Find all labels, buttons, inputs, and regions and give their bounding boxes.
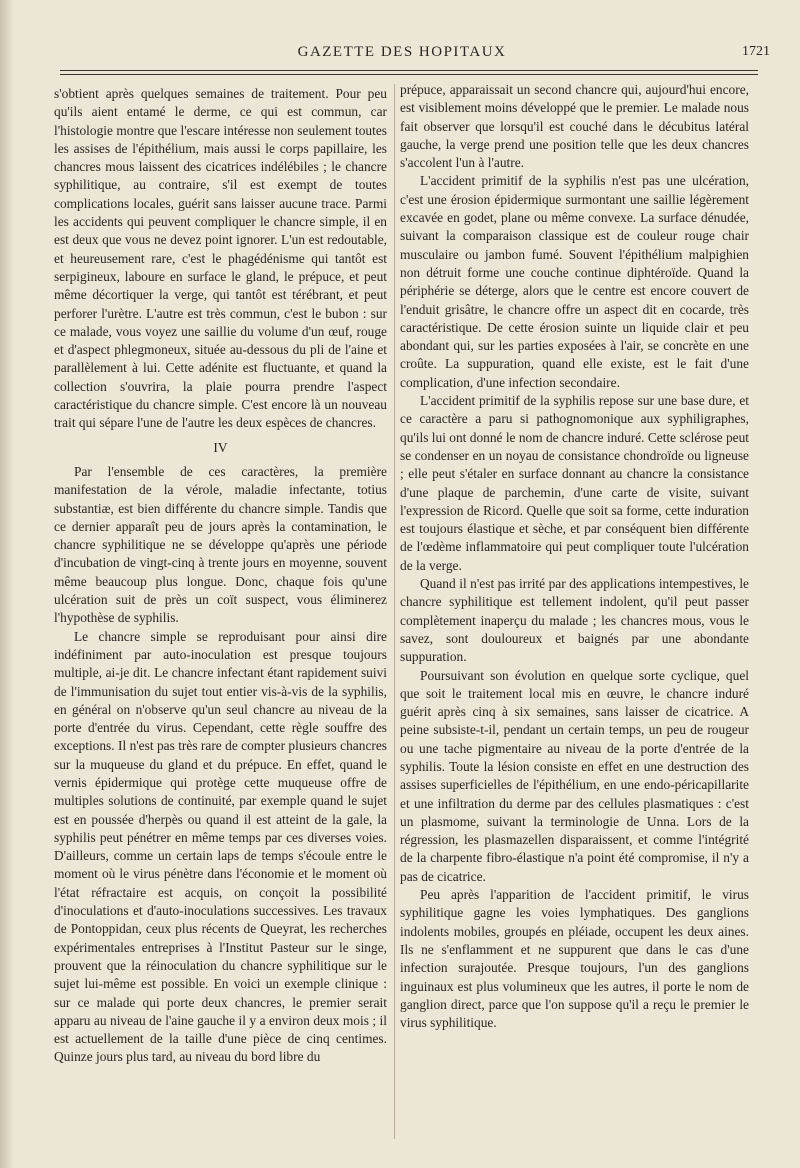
paragraph: Poursuivant son évolution en quelque sorte cyclique, quel que soit le traitement local mis en œuvre, le chancre induré guérit après cinq à six semaines, sans laisser de cicatrice. A peine subsiste-t-il, pendant un certain temps, un peu de rougeur ou une tache pigmentaire au niveau de la porte d'entrée de la syphilis. Toute la lésion consiste en effet en une destruction des assises superficielles de l'épithélium, en une endo-péricapillarite et une infiltration du derme par des cellules plasmatiques : c'est un plasmome, suivant la terminologie de Unna. Lors de la régression, les plasmazellen disparaissent, et comme l'intégrité de la charpente fibro-élastique n'a point été compromise, il n'y a pas de cicatrice.	[400, 667, 749, 884]
paragraph: Par l'ensemble de ces caractères, la première manifestation de la vérole, maladie infectante, totius substantiæ, est bien différente du chancre simple. Tandis que ce dernier apparaît peu de jours après la contamination, le chancre syphilitique ne se développe qu'après une période d'incubation de vingt-cinq à trente jours en moyenne, souvent même beaucoup plus longue. Donc, chaque fois qu'une ulcération suit de près un coït suspect, vous éliminerez l'hypothèse de syphilis.	[54, 463, 387, 626]
paragraph: Peu après l'apparition de l'accident primitif, le virus syphilitique gagne les voies lymphatiques. Des ganglions indolents mobiles, groupés en pléiade, occupent les deux aines. Ils ne s'enflamment et ne suppurent que dans le cas d'une infection surajoutée. Presque toujours, l'un des ganglions inguinaux est plus volumineux que les autres, il porte le nom de ganglion direct, parce que l'on suppose qu'il a reçu le premier le virus syphilitique.	[400, 887, 749, 1031]
header-rule-thick	[60, 70, 758, 71]
page-header	[34, 44, 770, 64]
paragraph: L'accident primitif de la syphilis n'est pas une ulcération, c'est une érosion épidermique surmontant une saillie légèrement excavée en godet, plane ou même convexe. La surface dénudée, suivant la comparaison classique est de couleur rouge chair musculaire ou jambon fumé. Souvent l'épithélium malpighien non détruit forme une couche continue diphtéroïde. Quand la périphérie se déterge, alors que le centre est encore couvert de l'enduit grisâtre, le chancre offre un aspect dit en cocarde, très caractéristique. De cette érosion suinte un liquide clair et peu abondant qui, sur les parties exposées à l'air, se concrète en une croûte. La suppuration, quand elle existe, est le fait d'une complication, d'une infection secondaire.	[400, 173, 749, 390]
paragraph: s'obtient après quelques semaines de traitement. Pour peu qu'ils aient entamé le derme, ce qui est commun, car l'histologie montre que l'escare intéresse non seulement toutes les assises de l'épithélium, mais aussi le corps papillaire, les chancres mous laissent des cicatrices indélébiles ; le chancre syphilitique, au contraire, s'il est exempt de toutes complications locales, guérit sans laisser aucune trace. Parmi les accidents qui peuvent compliquer le chancre simple, il en est deux que vous ne devez point ignorer. L'un est redoutable, et heureusement rare, c'est le phagédénisme qui tantôt est serpigineux, laboure en surface le gland, le prépuce, et peut même décortiquer la verge, qui tantôt est térébrant, et peut perforer l'urètre. L'autre est très commun, c'est le bubon : sur ce malade, vous voyez une saillie du volume d'un œuf, rouge et d'aspect phlegmoneux, située au-dessous du pli de l'aine et parallèlement à lui. Cette adénite est fluctuante, et quand la collection s'ouvrira, la plaie pourra prendre l'aspect caractéristique du chancre simple. C'est encore là un nouveau trait qui sépare l'une de l'autre les deux espèces de chancres.	[54, 86, 387, 431]
column-divider	[394, 84, 395, 1139]
paragraph: prépuce, apparaissait un second chancre qui, aujourd'hui encore, est visiblement moins développé que le premier. Le malade nous fait observer que lorsqu'il est couché dans le décubitus latéral gauche, la verge prend une position telle que les deux chancres s'accolent l'un à l'autre.	[400, 82, 749, 171]
left-column	[54, 85, 387, 1067]
right-column	[400, 81, 749, 1032]
paragraph: Le chancre simple se reproduisant pour ainsi dire indéfiniment par auto-inoculation est presque toujours multiple, ai-je dit. Le chancre infectant étant rapidement suivi de l'immunisation du sujet tout entier vis-à-vis de la syphilis, en général on n'observe qu'un seul chancre au niveau de la porte d'entrée du virus. Cependant, cette règle souffre des exceptions. Il n'est pas très rare de compter plusieurs chancres sur la muqueuse du gland et du prépuce. En effet, quand le vernis épidermique qui protège cette muqueuse offre de multiples solutions de continuité, par exemple quand le sujet est en poussée d'herpès ou quand il est atteint de la gale, la syphilis peut pénétrer en même temps par ces diverses voies. D'ailleurs, comme un certain laps de temps s'écoule entre le moment où le virus pénètre dans l'économie et le moment où l'état réfractaire est acquis, on conçoit la possibilité d'inoculations et d'auto-inoculations successives. Les travaux de Pontoppidan, ceux plus récents de Queyrat, les recherches expérimentales entreprises à l'Institut Pasteur sur le singe, prouvent que la réinoculation du chancre syphilitique sur le sujet lui-même est possible. En voici un exemple clinique : sur ce malade qui porte deux chancres, le premier serait apparu au niveau de l'aine gauche il y a environ deux mois ; il est actuellement de la taille d'une pièce de cinq centimes. Quinze jours plus tard, au niveau du bord libre du	[54, 628, 387, 1065]
section-number: IV	[213, 439, 228, 455]
page-edge-shadow	[0, 0, 14, 1168]
paragraph: Quand il n'est pas irrité par des applications intempestives, le chancre syphilitique est tellement indolent, qu'il peut passer complètement inaperçu du malade ; les chancres mous, vous le savez, sont douloureux et baignés par une abondante suppuration.	[400, 576, 749, 665]
header-rule-thin	[60, 74, 758, 75]
page-number: 1721	[742, 44, 770, 59]
paragraph: L'accident primitif de la syphilis repose sur une base dure, et ce caractère a paru si pathognomonique aux syphiligraphes, qu'ils lui ont donné le nom de chancre induré. Cette sclérose peut se condenser en un noyau de consistance chondroïde ou ligneuse ; elle peut s'étaler en surface donnant au chancre la consistance d'une plaque de parchemin, d'une carte de visite, suivant l'expression de Ricord. Quelle que soit sa forme, cette induration est toujours élastique et sèche, et par conséquent bien différente de l'œdème inflammatoire qui peut compliquer toute l'ulcération de la verge.	[400, 393, 749, 573]
journal-title: GAZETTE DES HOPITAUX	[297, 44, 507, 60]
